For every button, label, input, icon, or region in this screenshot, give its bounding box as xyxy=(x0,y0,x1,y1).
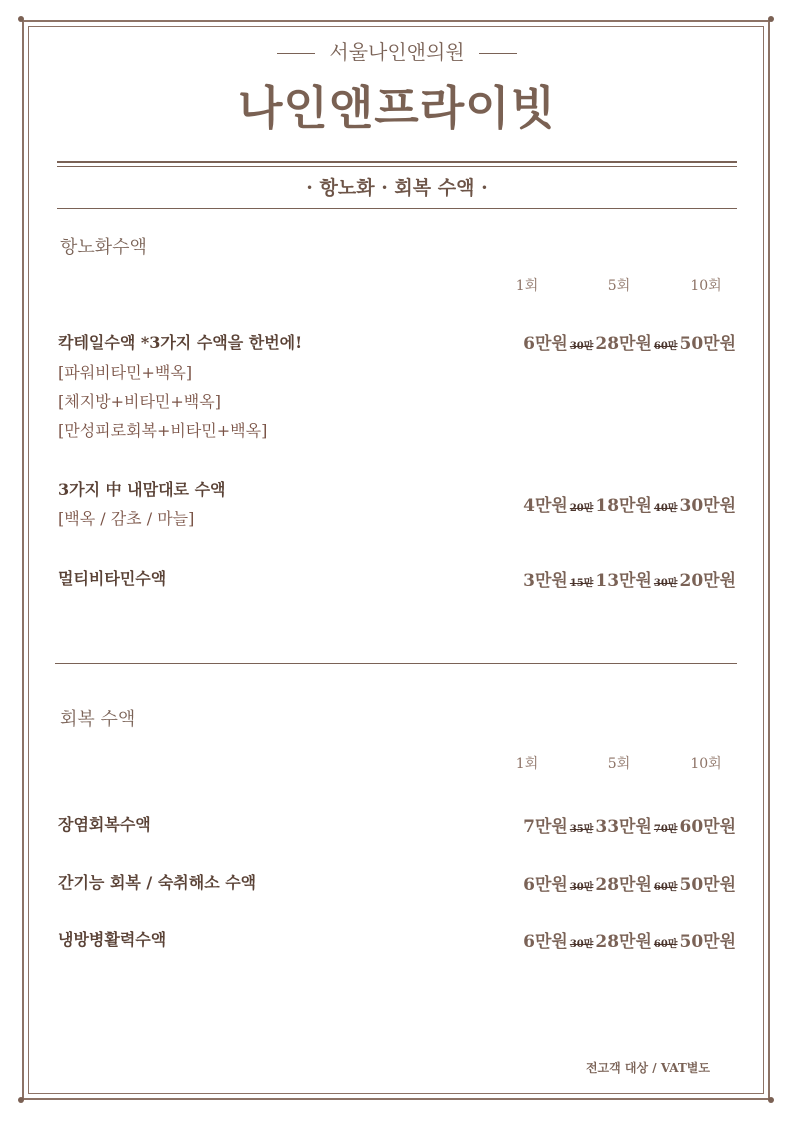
item-name: 간기능 회복 / 숙취해소 수액 xyxy=(58,873,257,892)
price-5: 18만원 xyxy=(595,496,652,516)
item-name: 칵테일수액 *3가지 수액을 한번에! xyxy=(58,333,303,352)
item-sub: [체지방+비타민+백옥] xyxy=(58,392,221,411)
price-strike: 30만 xyxy=(569,882,594,893)
header-rule-thin xyxy=(57,166,737,167)
clinic-name xyxy=(0,36,794,65)
col-head-1: 1회 xyxy=(515,756,539,772)
price-strike: 60만 xyxy=(653,939,678,950)
header-rule-top xyxy=(57,161,737,163)
price-10: 30만원 xyxy=(679,496,736,516)
price-10: 50만원 xyxy=(679,334,736,354)
price-5: 33만원 xyxy=(595,817,652,837)
corner-dot-tl xyxy=(18,16,24,22)
dash-left xyxy=(277,53,315,54)
price-10: 50만원 xyxy=(679,875,736,895)
price-5: 28만원 xyxy=(595,334,652,354)
brand-title: 나인앤프라이빗 xyxy=(237,81,557,135)
price-row xyxy=(523,927,736,952)
item-name: 멀티비타민수액 xyxy=(58,569,167,588)
col-head-5: 5회 xyxy=(607,756,631,772)
price-strike: 15만 xyxy=(569,578,594,589)
category-recovery: 회복 수액 xyxy=(60,709,136,730)
price-10: 20만원 xyxy=(679,571,736,591)
corner-dot-br xyxy=(768,1097,774,1103)
footer-note: 전고객 대상 / VAT별도 xyxy=(585,1061,710,1075)
section-title: · 항노화 · 회복 수액 · xyxy=(306,177,488,199)
price-strike: 40만 xyxy=(653,503,678,514)
price-row xyxy=(523,566,736,591)
item-sub: [백옥 / 감초 / 마늘] xyxy=(58,509,195,528)
item-sub: [파워비타민+백옥] xyxy=(58,363,193,382)
price-row xyxy=(523,329,736,354)
col-head-10: 10회 xyxy=(690,278,722,294)
item-name: 3가지 中 내맘대로 수액 xyxy=(58,480,226,499)
price-5: 28만원 xyxy=(595,932,652,952)
price-strike: 60만 xyxy=(653,341,678,352)
section-divider xyxy=(55,663,737,664)
price-strike: 60만 xyxy=(653,882,678,893)
price-10: 60만원 xyxy=(679,817,736,837)
section-title-rule xyxy=(57,208,737,209)
price-strike: 35만 xyxy=(569,824,594,835)
col-head-10: 10회 xyxy=(690,756,722,772)
price-strike: 70만 xyxy=(653,824,678,835)
price-strike: 30만 xyxy=(569,939,594,950)
item-sub: [만성피로회복+비타민+백옥] xyxy=(58,421,268,440)
dash-right xyxy=(479,53,517,54)
price-strike: 30만 xyxy=(653,578,678,589)
price-1: 6만원 xyxy=(523,932,568,952)
price-10: 50만원 xyxy=(679,932,736,952)
price-strike: 30만 xyxy=(569,341,594,352)
col-head-5: 5회 xyxy=(607,278,631,294)
price-1: 7만원 xyxy=(523,817,568,837)
col-head-1: 1회 xyxy=(515,278,539,294)
price-row xyxy=(523,870,736,895)
price-row xyxy=(523,491,736,516)
corner-dot-tr xyxy=(768,16,774,22)
item-name: 냉방병활력수액 xyxy=(58,930,167,949)
price-1: 4만원 xyxy=(523,496,568,516)
price-row xyxy=(523,812,736,837)
price-1: 6만원 xyxy=(523,334,568,354)
clinic-name-text: 서울나인앤의원 xyxy=(329,40,465,64)
price-1: 3만원 xyxy=(523,571,568,591)
item-name: 장염회복수액 xyxy=(58,815,151,834)
price-1: 6만원 xyxy=(523,875,568,895)
category-anti-aging: 항노화수액 xyxy=(60,237,147,258)
price-5: 28만원 xyxy=(595,875,652,895)
price-strike: 20만 xyxy=(569,503,594,514)
corner-dot-bl xyxy=(18,1097,24,1103)
price-5: 13만원 xyxy=(595,571,652,591)
